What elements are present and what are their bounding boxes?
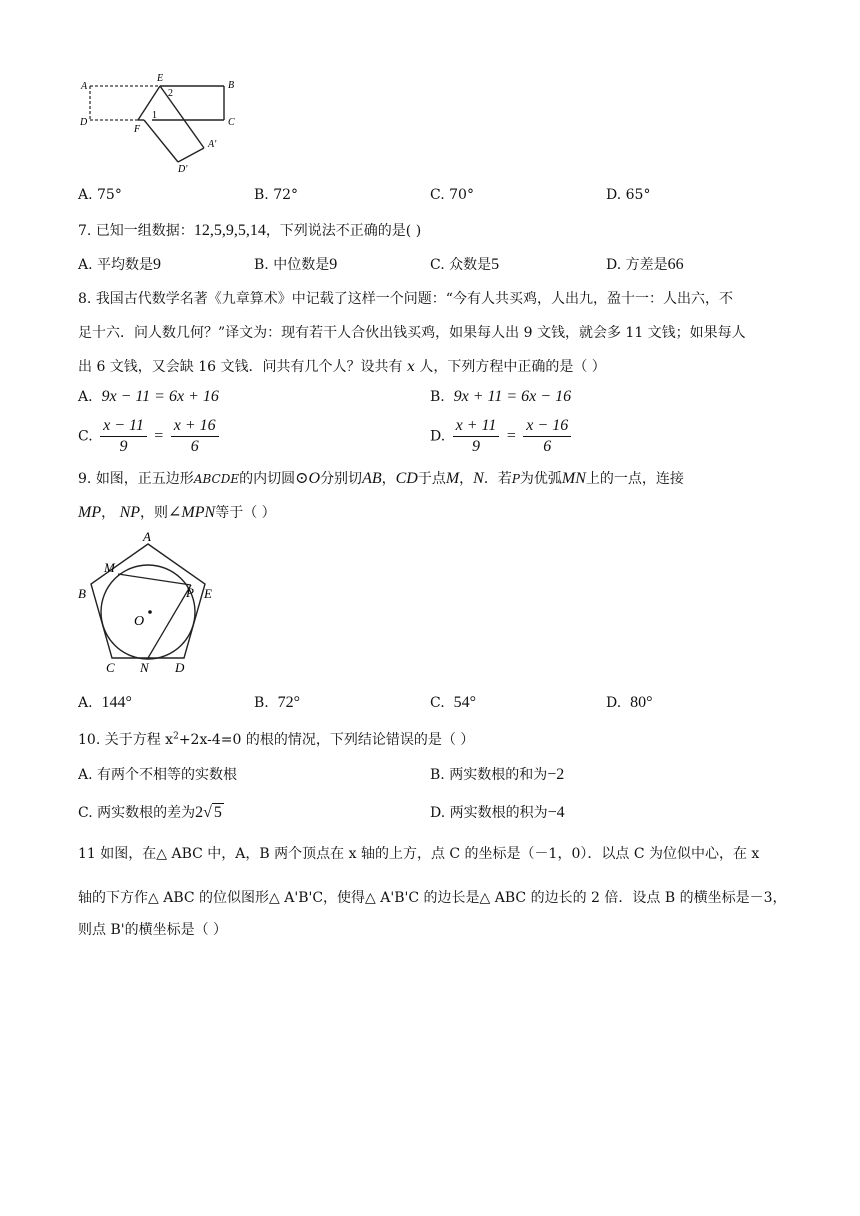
label-angle2: 2 (168, 88, 173, 99)
q9-line-1 (78, 468, 684, 488)
option-letter: D. (606, 257, 622, 273)
denominator: 6 (190, 438, 199, 455)
q9-option-c[interactable] (430, 694, 476, 712)
text: 上的一点，连接 (585, 471, 684, 487)
equals-sign: = (506, 427, 516, 445)
q7-data: 12,5,9,5,14 (193, 222, 266, 239)
fraction-right (523, 416, 571, 457)
option-letter: B. (254, 695, 269, 711)
option-text: 方差是 (625, 257, 668, 273)
q11-line-3: 则点 B'的横坐标是（ ） (78, 922, 228, 938)
q6-option-d[interactable] (606, 187, 650, 203)
math-MN: MN (561, 470, 586, 487)
q10-option-d[interactable] (430, 802, 565, 822)
q10-stem (78, 729, 474, 749)
q8-var-x: x (406, 359, 415, 375)
q8-line3-post: 人，下列方程中正确的是（ ） (419, 359, 606, 375)
option-value: 9 (153, 256, 162, 273)
q7-number: 7. (78, 223, 92, 239)
option-letter: B. (254, 257, 269, 273)
q10-superscript: 2 (173, 731, 179, 742)
label-B: B (228, 80, 235, 91)
label-E: E (204, 586, 212, 601)
label-A: A (143, 530, 151, 544)
q7-stem (78, 220, 421, 240)
q11-line-2: 轴的下方作△ ABC 的位似图形△ A'B'C，使得△ A'B'C 的边长是△ ABC 的边长的 2 倍．设点 B 的横坐标是－3， (78, 890, 787, 906)
option-text: 54° (453, 694, 476, 711)
text: 等于（ ） (215, 505, 276, 521)
math-angle-MPN: ∠MPN (168, 504, 216, 521)
q8-line1-text: 我国古代数学名著《九章算术》中记载了这样一个问题：“今有人共买鸡，人出九，盈十一：人出六，不 (95, 291, 733, 307)
label-B: B (78, 586, 86, 601)
option-letter: D. (430, 805, 446, 821)
q9-option-a[interactable] (78, 694, 132, 712)
q9-option-b[interactable] (254, 694, 300, 712)
q9-line-2 (78, 502, 276, 522)
option-value: 9 (329, 256, 338, 273)
equals-sign: = (154, 427, 164, 445)
q7-stem-tail: ，下列说法不正确的是( ) (265, 223, 422, 239)
label-A: A (81, 81, 88, 92)
q8-option-b[interactable] (430, 388, 571, 406)
option-letter: D. (606, 187, 622, 203)
q8-option-d[interactable] (430, 416, 574, 457)
option-value: 66 (667, 256, 684, 273)
label-N: N (140, 660, 149, 675)
option-letter: C. (430, 695, 445, 711)
label-C: C (228, 117, 235, 128)
option-text: 中位数是 (273, 257, 330, 273)
option-letter: C. (78, 805, 93, 821)
numerator: x − 11 (100, 416, 147, 437)
label-C: C (106, 660, 115, 675)
text: ， (381, 471, 396, 487)
q7-option-c[interactable] (430, 254, 499, 274)
math-ABCDE: ABCDE (193, 472, 240, 486)
option-value: −4 (547, 804, 565, 821)
text: 分别切 (320, 471, 363, 487)
option-letter: C. (78, 428, 93, 445)
pentagon-incircle-figure (74, 530, 224, 680)
q8-line3-pre: 出 6 文钱，又会缺 16 文钱．问共有几个人？设共有 (78, 359, 403, 375)
q9-option-d[interactable] (606, 694, 653, 712)
q9-number: 9. (78, 471, 92, 487)
math-M: M (445, 470, 460, 487)
text: 于点 (417, 471, 446, 487)
option-text: 两实数根的和为 (449, 767, 548, 783)
option-text: 72° (277, 694, 301, 711)
option-text: 平均数是 (97, 257, 154, 273)
option-text: 144° (101, 694, 132, 711)
text: ．若 (483, 471, 512, 487)
q7-option-d[interactable] (606, 254, 684, 274)
q10-option-a[interactable] (78, 764, 237, 784)
option-letter: D. (430, 428, 446, 445)
q6-option-c[interactable] (430, 187, 474, 203)
math-P: P (511, 472, 520, 486)
text: ， (101, 505, 116, 521)
option-letter: A. (78, 695, 93, 711)
q7-stem-text: 已知一组数据： (95, 223, 194, 239)
q6-option-a[interactable] (78, 187, 122, 203)
denominator: 6 (543, 438, 552, 455)
q11-line-1: 11 如图，在△ ABC 中，A，B 两个顶点在 x 轴的上方，点 C 的坐标是（－1，0）．以点 C 为位似中心，在 x (78, 846, 760, 862)
q8-line-3 (78, 356, 606, 376)
text: ，则 (140, 505, 169, 521)
option-letter: C. (430, 257, 445, 273)
math-N: N (473, 470, 484, 487)
option-letter: D. (606, 695, 622, 711)
label-D: D (80, 117, 88, 128)
option-value: −2 (547, 766, 565, 783)
numerator: x + 11 (453, 416, 500, 437)
option-equation: 9x − 11 = 6x + 16 (101, 388, 219, 405)
fraction-right (171, 416, 219, 457)
q8-line-2: 足十六．问人数几何？”译文为：现有若干人合伙出钱买鸡，如果每人出 9 文钱，就会多 11 文钱；如果每人 (78, 325, 746, 341)
option-letter: B. (430, 767, 445, 783)
option-text: 两实数根的积为 (449, 805, 548, 821)
option-letter: C. (430, 187, 445, 203)
q8-option-a[interactable] (78, 388, 219, 406)
text: 如图，正五边形 (95, 471, 194, 487)
label-O: O (134, 614, 145, 629)
option-text: 65° (625, 187, 651, 203)
q10-stem-pre: 关于方程 x (104, 732, 174, 748)
text: 的内切圆 (239, 471, 296, 487)
option-letter: B. (430, 389, 445, 405)
numerator: x − 16 (523, 416, 571, 437)
numerator: x + 16 (171, 416, 219, 437)
math-CD: CD (395, 470, 418, 487)
label-F: F (134, 124, 141, 135)
q10-option-c[interactable] (78, 802, 224, 822)
math-circle-O: ⊙O (295, 470, 321, 487)
option-letter: A. (78, 389, 93, 405)
option-letter: A. (78, 767, 93, 783)
option-text: 两实数根的差为 (97, 805, 196, 821)
option-text: 75° (97, 187, 122, 203)
option-text: 有两个不相等的实数根 (97, 767, 238, 783)
q8-option-c[interactable] (78, 416, 222, 457)
math-NP: NP (119, 504, 141, 521)
option-text: 80° (630, 694, 653, 711)
denominator: 9 (119, 438, 128, 455)
q10-stem-post: +2x-4=0 的根的情况，下列结论错误的是（ ） (178, 732, 475, 748)
label-P: P (186, 585, 194, 600)
q6-option-b[interactable] (254, 187, 298, 203)
math-MP: MP (78, 504, 102, 521)
option-text: 众数是 (449, 257, 492, 273)
math-AB: AB (362, 470, 382, 487)
option-text: 70° (449, 187, 474, 203)
option-letter: A. (78, 257, 93, 273)
folded-rectangle-figure (72, 70, 252, 180)
radicand: 5 (213, 804, 222, 821)
q10-option-b[interactable] (430, 764, 564, 784)
option-value: 5 (491, 256, 500, 273)
denominator: 9 (472, 438, 480, 455)
option-text: 72° (273, 187, 299, 203)
option-equation: 9x + 11 = 6x − 16 (453, 388, 572, 405)
q10-number: 10. (78, 732, 101, 748)
label-D: D (175, 660, 185, 675)
label-angle1: 1 (152, 110, 157, 121)
label-A-prime: A' (208, 139, 217, 150)
sqrt-symbol: √ (203, 804, 212, 821)
q8-number: 8. (78, 291, 92, 307)
label-E: E (157, 73, 164, 84)
q8-line-1 (78, 288, 733, 308)
text: 为优弧 (519, 471, 562, 487)
q7-option-a[interactable] (78, 254, 161, 274)
option-letter: A. (78, 187, 93, 203)
text: ， (459, 471, 474, 487)
fraction-left (100, 416, 147, 457)
q7-option-b[interactable] (254, 254, 337, 274)
label-D-prime: D' (178, 164, 188, 175)
option-coefficient: 2 (195, 804, 204, 821)
option-letter: B. (254, 187, 269, 203)
fraction-left (453, 416, 500, 457)
label-M: M (104, 560, 115, 575)
